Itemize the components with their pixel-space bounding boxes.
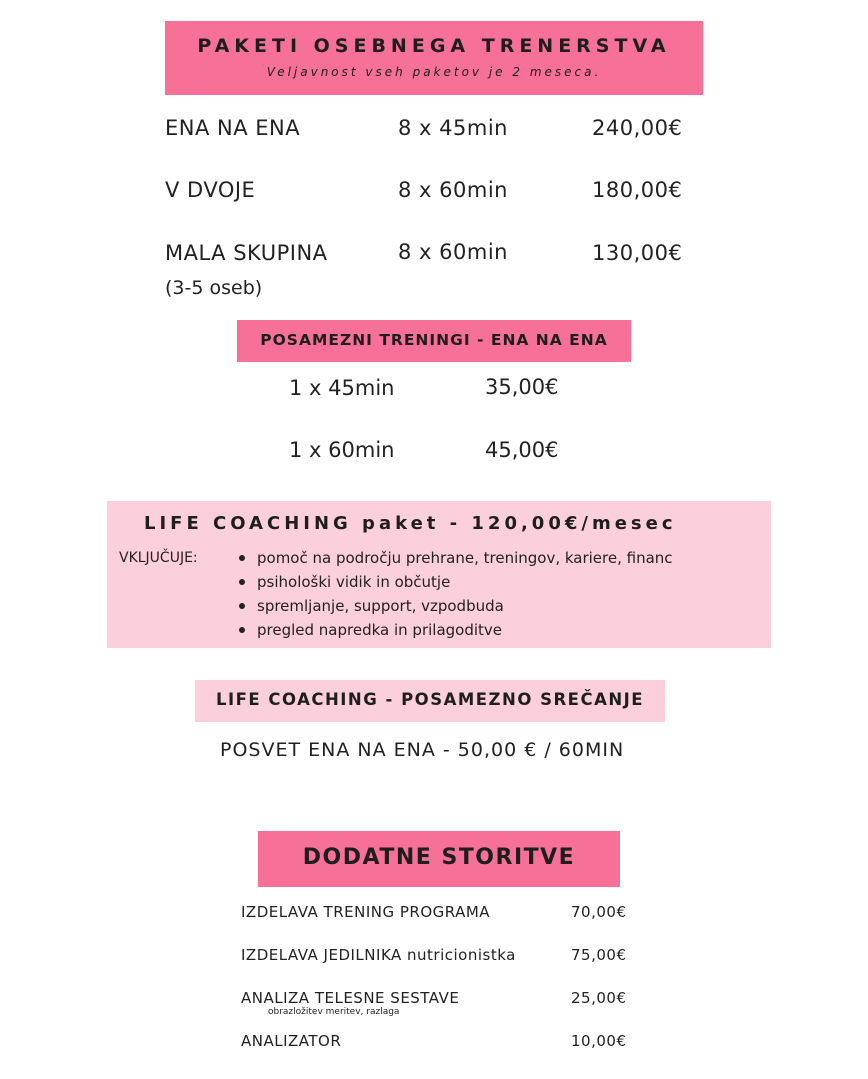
service-price: 70,00€ <box>571 903 627 921</box>
package-sessions: 8 x 60min <box>398 240 508 264</box>
individual-duration: 1 x 60min <box>289 438 395 462</box>
bullet-icon <box>239 603 245 609</box>
life-coaching-title: LIFE COACHING paket - 120,00€/mesec <box>144 513 677 534</box>
bullet-icon <box>239 579 245 585</box>
page-title: PAKETI OSEBNEGA TRENERSTVA <box>197 35 671 57</box>
list-item: spremljanje, support, vzpodbuda <box>235 594 673 618</box>
life-coaching-offer: POSVET ENA NA ENA - 50,00 € / 60MIN <box>220 739 625 761</box>
individual-header <box>237 320 631 362</box>
individual-price: 35,00€ <box>485 375 559 399</box>
package-price: 240,00€ <box>592 116 683 140</box>
service-price: 75,00€ <box>571 946 627 964</box>
service-price: 25,00€ <box>571 989 627 1007</box>
package-name: ENA NA ENA <box>165 116 301 140</box>
bullet-icon <box>239 627 245 633</box>
includes-list <box>235 546 673 642</box>
individual-duration: 1 x 45min <box>289 376 395 400</box>
includes-label: VKLJUČUJE: <box>119 550 198 566</box>
list-item: pregled napredka in prilagoditve <box>235 618 673 642</box>
individual-title: POSAMEZNI TRENINGI - ENA NA ENA <box>260 331 608 349</box>
additional-title: DODATNE STORITVE <box>302 845 576 870</box>
service-name: ANALIZATOR <box>241 1032 342 1050</box>
package-name: V DVOJE <box>165 178 256 202</box>
service-price: 10,00€ <box>571 1032 627 1050</box>
life-coaching-single-title: LIFE COACHING - POSAMEZNO SREČANJE <box>215 690 645 709</box>
additional-header <box>258 831 620 887</box>
validity-subtitle: Veljavnost vseh paketov je 2 meseca. <box>266 65 602 79</box>
packages-header <box>165 21 703 95</box>
package-sessions: 8 x 45min <box>398 116 508 140</box>
list-item: pomoč na področju prehrane, treningov, kariere, financ <box>235 546 673 570</box>
life-coaching-package <box>107 501 771 648</box>
service-name: IZDELAVA JEDILNIKA nutricionistka <box>241 946 516 964</box>
package-name: MALA SKUPINA <box>165 241 328 265</box>
package-note: (3-5 oseb) <box>165 277 263 299</box>
package-sessions: 8 x 60min <box>398 178 508 202</box>
individual-price: 45,00€ <box>485 438 559 462</box>
list-item: psihološki vidik in občutje <box>235 570 673 594</box>
service-note: obrazložitev meritev, razlaga <box>268 1007 400 1017</box>
service-name: ANALIZA TELESNE SESTAVE <box>241 989 460 1007</box>
package-price: 130,00€ <box>592 241 683 265</box>
life-coaching-single-header <box>195 680 665 722</box>
package-price: 180,00€ <box>592 178 683 202</box>
bullet-icon <box>239 555 245 561</box>
service-name: IZDELAVA TRENING PROGRAMA <box>241 903 491 921</box>
